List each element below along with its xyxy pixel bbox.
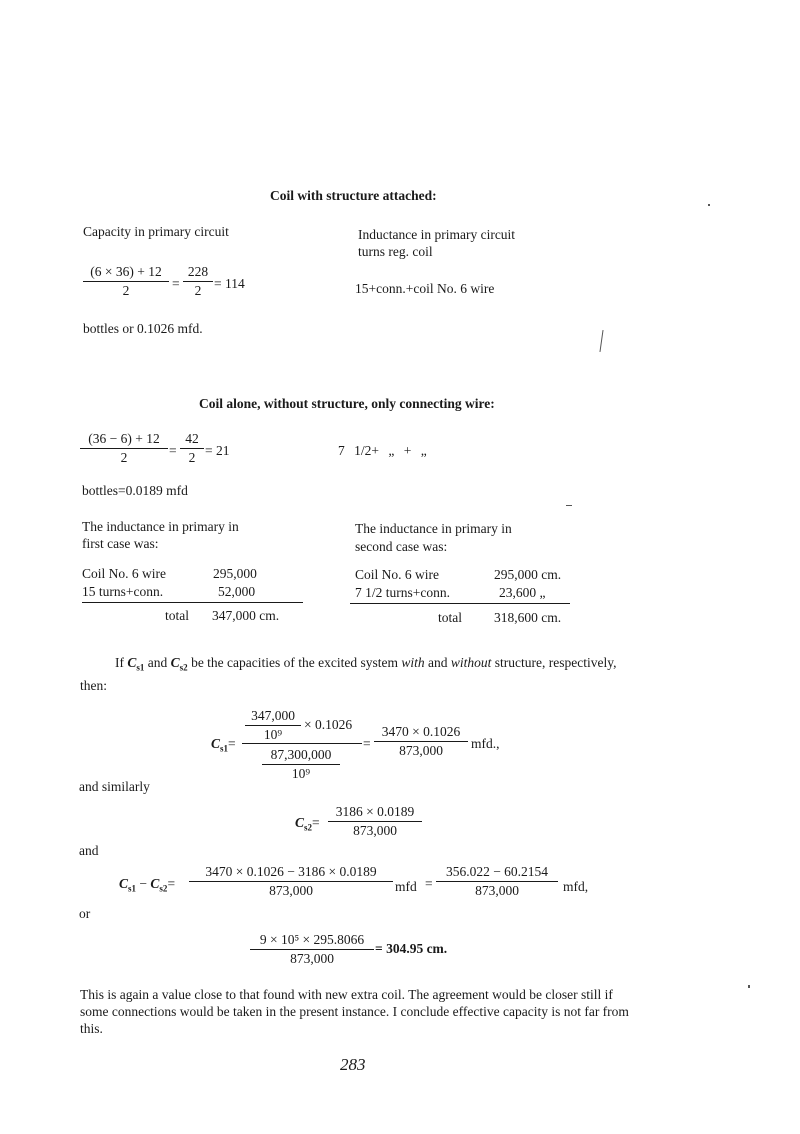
bottles-value-1: bottles or 0.1026 mfd. [83, 321, 203, 336]
right-row-value: 23,600 „ [499, 585, 546, 600]
cs1-rhs-fraction [374, 724, 468, 759]
left-total-value: 347,000 cm. [212, 608, 280, 623]
numerator: 9 × 10⁵ × 295.8066 [259, 932, 365, 947]
denominator: 873,000 [250, 949, 374, 967]
right-table-title-line1: The inductance in primary in [355, 521, 512, 536]
and-text: and [79, 843, 99, 858]
cs2-label: $C_{s2}=$ [295, 815, 320, 833]
numerator: 3470 × 0.1026 − 3186 × 0.0189 [205, 864, 377, 879]
denominator: 873,000 [189, 881, 393, 899]
capacity-result-2: = 21 [205, 443, 230, 458]
equals-sign: = [425, 876, 433, 891]
cs2-fraction [328, 804, 422, 839]
right-total-label: total [438, 610, 462, 625]
scan-mark [599, 330, 603, 352]
left-total-label: total [165, 608, 189, 623]
left-table-sum-rule [82, 602, 303, 603]
denominator: 2 [183, 281, 213, 299]
left-row-value: 52,000 [218, 584, 256, 599]
left-row-label: Coil No. 6 wire [82, 566, 166, 581]
cs1-big-denominator [262, 747, 340, 782]
intro-paragraph: If $C_{s1}$ and $C_{s2}$ be the capacities of the excited system with and without structure, respectively, then: [80, 655, 617, 693]
right-row-value: 295,000 cm. [494, 567, 562, 582]
denominator: 2 [180, 448, 204, 466]
denominator: 873,000 [374, 741, 468, 759]
left-row-value: 295,000 [213, 566, 257, 581]
denominator: 873,000 [328, 821, 422, 839]
left-table-title-line2: first case was: [82, 536, 159, 551]
fraction-capacity-4 [180, 431, 204, 466]
cs1-label: $C_{s1}=$ [211, 736, 236, 754]
denominator: 10⁹ [245, 725, 301, 743]
final-fraction [250, 932, 374, 967]
equals-sign: = [169, 443, 177, 458]
fraction-capacity-2 [183, 264, 213, 299]
right-row-label: 7 1/2 turns+conn. [355, 585, 450, 600]
page-number: 283 [340, 1055, 366, 1074]
difference-unit: mfd [395, 879, 417, 894]
or-text: or [79, 906, 91, 921]
fraction-capacity-1 [83, 264, 169, 299]
cs1-inner-fraction [245, 708, 301, 743]
coil-description-1: 15+conn.+coil No. 6 wire [355, 281, 495, 296]
and-similarly-text: and similarly [79, 779, 150, 794]
conclusion-paragraph: This is again a value close to that found with new extra coil. The agreement would be closer still if some connections would be taken in the present instance. I conclude effective capacity is not far from this. [80, 987, 629, 1036]
denominator: 873,000 [436, 881, 558, 899]
numerator: (36 − 6) + 12 [88, 431, 160, 446]
numerator: 3186 × 0.0189 [335, 804, 415, 819]
difference-fraction-2 [436, 864, 558, 899]
denominator: 10⁹ [262, 764, 340, 782]
numerator: 3470 × 0.1026 [381, 724, 461, 739]
inductance-label-line2: turns reg. coil [358, 244, 433, 259]
scan-speck [566, 505, 572, 506]
capacity-result: = 114 [214, 276, 245, 291]
heading-coil-with-structure: Coil with structure attached: [270, 188, 437, 203]
equals-sign: = [363, 736, 371, 751]
bottles-value-2: bottles=0.0189 mfd [82, 483, 188, 498]
numerator: 42 [185, 431, 199, 446]
cs1-times-factor: × 0.1026 [304, 717, 353, 732]
difference-label: $C_{s1} - C_{s2}=$ [119, 876, 176, 894]
final-result: = 304.95 cm. [375, 941, 448, 956]
equals-sign: = [172, 276, 180, 291]
numerator: 347,000 [251, 708, 295, 723]
numerator: 87,300,000 [270, 747, 332, 762]
difference-fraction [189, 864, 393, 899]
scan-speck [748, 985, 750, 988]
scan-speck [708, 204, 710, 206]
heading-coil-alone: Coil alone, without structure, only connecting wire: [199, 396, 495, 411]
left-row-label: 15 turns+conn. [82, 584, 164, 599]
right-table-sum-rule [350, 603, 570, 604]
left-table-title-line1: The inductance in primary in [82, 519, 239, 534]
numerator: (6 × 36) + 12 [90, 264, 162, 279]
right-row-label: Coil No. 6 wire [355, 567, 439, 582]
denominator: 2 [83, 281, 169, 299]
difference-unit-2: mfd, [563, 879, 589, 894]
cs1-unit: mfd., [471, 736, 500, 751]
coil-description-2: 7 1/2+ „ + „ [338, 443, 427, 458]
fraction-capacity-3 [80, 431, 168, 466]
right-table-title-line2: second case was: [355, 539, 448, 554]
numerator: 356.022 − 60.2154 [445, 864, 549, 879]
inductance-label-line1: Inductance in primary circuit [358, 227, 516, 242]
right-total-value: 318,600 cm. [494, 610, 562, 625]
numerator: 228 [187, 264, 209, 279]
denominator: 2 [80, 448, 168, 466]
capacity-label: Capacity in primary circuit [83, 224, 229, 239]
cs1-main-fraction-bar [242, 743, 362, 744]
